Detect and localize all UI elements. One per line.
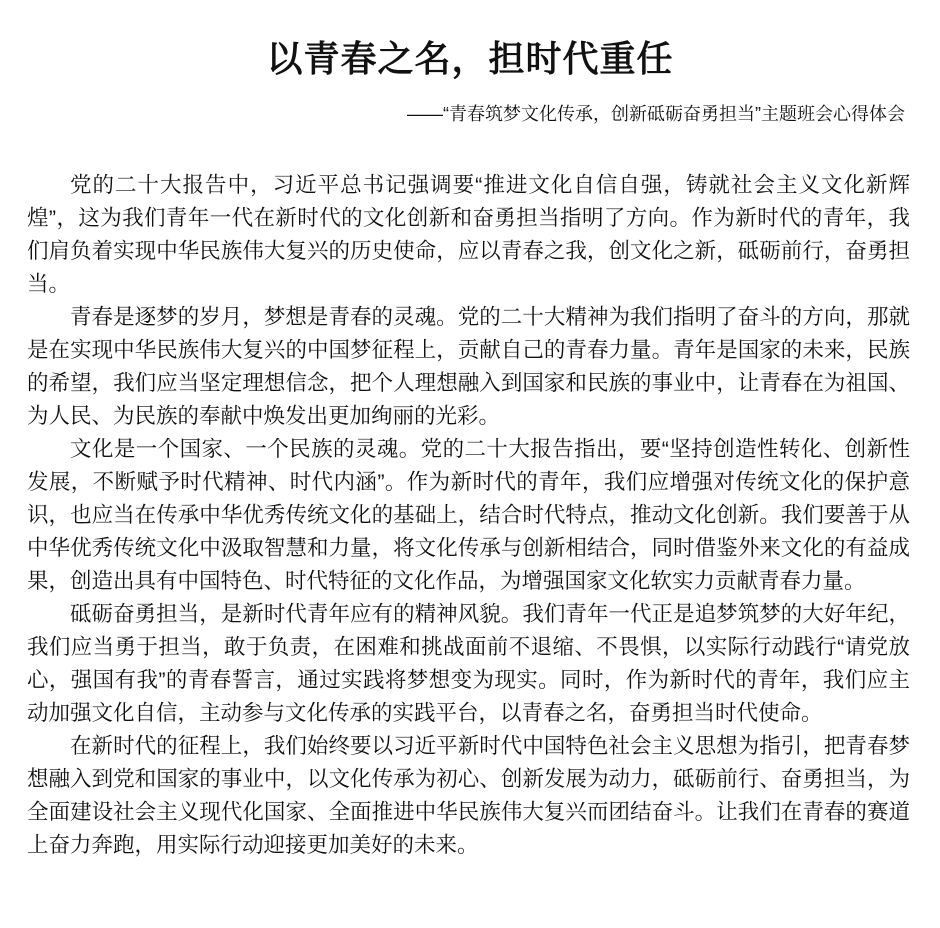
paragraph-2: 青春是逐梦的岁月，梦想是青春的灵魂。党的二十大精神为我们指明了奋斗的方向，那就是在实现中华民族伟大复兴的中国梦征程上，贡献自己的青春力量。青年是国家的未来，民族的希望，我们应当坚定理想信念，把个人理想融入到国家和民族的事业中，让青春在为祖国、为人民、为民族的奉献中焕发出更加绚丽的光彩。	[27, 305, 910, 428]
document-subtitle: ——“青春筑梦文化传承，创新砥砺奋勇担当”主题班会心得体会	[407, 104, 905, 124]
document-body	[27, 169, 910, 862]
paragraph-5: 在新时代的征程上，我们始终要以习近平新时代中国特色社会主义思想为指引，把青春梦想融入到党和国家的事业中，以文化传承为初心、创新发展为动力，砥砺前行、奋勇担当，为全面建设社会主义现代化国家、全面推进中华民族伟大复兴而团结奋斗。让我们在青春的赛道上奋力奔跑，用实际行动迎接更加美好的未来。	[27, 734, 910, 857]
paragraph-4: 砥砺奋勇担当，是新时代青年应有的精神风貌。我们青年一代正是追梦筑梦的大好年纪，我们应当勇于担当，敢于负责，在困难和挑战面前不退缩、不畏惧，以实际行动践行“请党放心，强国有我”的青春誓言，通过实践将梦想变为现实。同时，作为新时代的青年，我们应主动加强文化自信，主动参与文化传承的实践平台，以青春之名，奋勇担当时代使命。	[27, 602, 910, 725]
document-title: 以青春之名，担时代重任	[266, 38, 674, 79]
paragraph-3: 文化是一个国家、一个民族的灵魂。党的二十大报告指出，要“坚持创造性转化、创新性发展，不断赋予时代精神、时代内涵”。作为新时代的青年，我们应增强对传统文化的保护意识，也应当在传承中华优秀传统文化的基础上，结合时代特点，推动文化创新。我们要善于从中华优秀传统文化中汲取智慧和力量，将文化传承与创新相结合，同时借鉴外来文化的有益成果，创造出具有中国特色、时代特征的文化作品，为增强国家文化软实力贡献青春力量。	[27, 437, 910, 593]
paragraph-1: 党的二十大报告中，习近平总书记强调要“推进文化自信自强，铸就社会主义文化新辉煌”，这为我们青年一代在新时代的文化创新和奋勇担当指明了方向。作为新时代的青年，我们肩负着实现中华民族伟大复兴的历史使命，应以青春之我，创文化之新，砥砺前行，奋勇担当。	[27, 173, 910, 296]
